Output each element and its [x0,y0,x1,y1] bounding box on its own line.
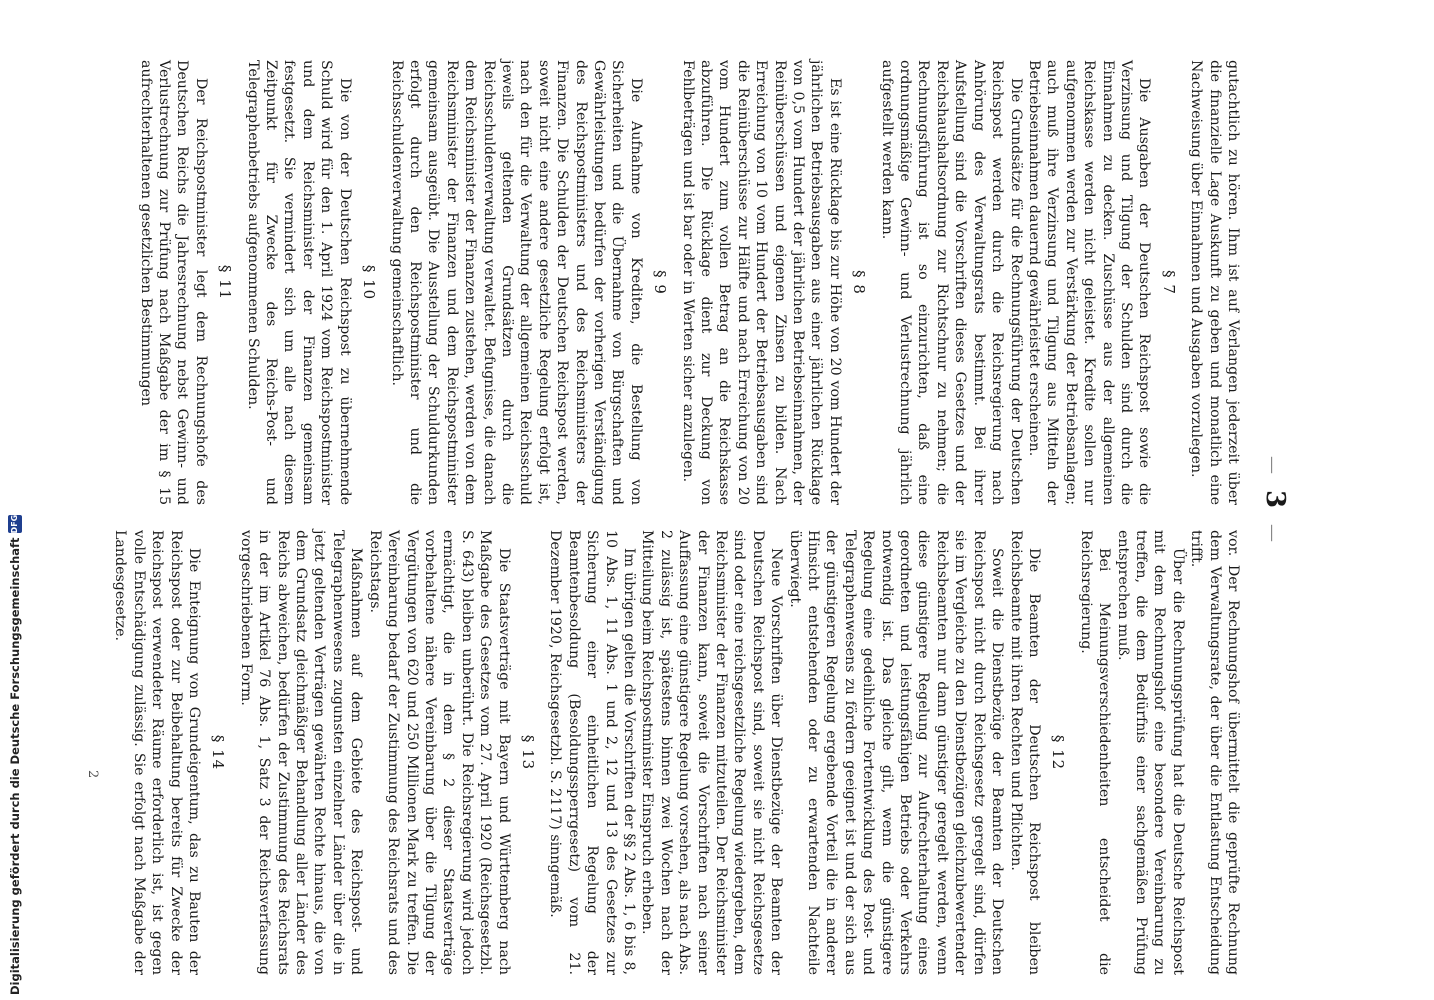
left-column [136,60,1242,505]
section-heading: § 8 [850,270,869,295]
paragraph: Maßnahmen auf dem Gebiete des Reichspost- und Telegraphenwesens zugunsten einzelner Länder über die in jetzt geltenden Verträgen gewährten Rechte hinaus, die von dem Grundsatz gleichmäßiger Behandlung aller Länder des Reichs abweichen, bedürfen der Zustimmung des Reichsrats in der im Artikel 76 Abs. 1, Satz 3 der Reichsverfassung vorgeschriebenen Form. [237,530,365,975]
paragraph: Die Aufnahme von Krediten, die Bestellung von Sicherheiten und die Übernahme von Bürgschaften und Gewährleistungen bedürfen der vorherigen Verständigung des Reichspostministers und des Reichsministers der Finanzen. Die Schulden der Deutschen Reichspost werden, soweit nicht eine andere gesetzliche Regelung erfolgt ist, nach den für die Verwaltung der allgemeinen Reichsschuld jeweils geltenden Grundsätzen durch die Reichsschuldenverwaltung verwaltet. Befugnisse, die danach dem Reichsminister der Finanzen zustehen, werden von dem Reichsminister der Finanzen und dem Reichspostminister gemeinsam ausgeübt. Die Ausstellung der Schuldurkunden erfolgt durch den Reichspostminister und die Reichsschuldenverwaltung gemeinschaftlich. [388,60,644,505]
paragraph: Die Grundsätze für die Rechnungsführung der Deutschen Reichspost werden durch die Reichsregierung nach Anhörung des Verwaltungsrats bestimmt. Bei ihrer Aufstellung sind die Vorschriften dieses Gesetzes und der Reichshaushaltsordnung zur Richtschnur zu nehmen; die Rechnungsführung ist so einzurichten, daß eine ordnungsmäßige Gewinn- und Verlustrechnung jährlich aufgestellt werden kann. [878,60,1024,505]
paragraph: Soweit die Dienstbezüge der Beamten der Deutschen Reichspost nicht durch Reichsgesetz geregelt sind, dürfen sie im Vergleiche zu den Dienstbezügen gleichzubewertender Reichsbeamten nur dann günstiger geregelt werden, wenn diese günstigere Regelung zur Aufrechterhaltung eines geordneten und leistungsfähigen Betriebs oder Verkehrs notwendig ist. Das gleiche gilt, wenn die günstigere Regelung eine gedeihliche Fortentwicklung des Post- und Telegraphenwesens zu fördern geeignet ist und der sich aus der günstigeren Regelung ergebende Vorteil die in anderer Hinsicht entstehenden oder zu erwartenden Nachteile überwiegt. [786,530,1006,975]
paragraph: gutachtlich zu hören. Ihm ist auf Verlangen jederzeit über die finanzielle Lage Auskunft zu geben und monatlich eine Nachweisung über Einnahmen und Ausgaben vorzulegen. [1188,60,1241,505]
section-heading: § 11 [216,264,235,301]
page-number: —3— [1260,455,1290,545]
paragraph: Über die Rechnungsprüfung hat die Deutsche Reichspost mit dem Rechnungshof eine besondere Vereinbarung zu treffen, die dem Bedürfnis einer sachgemäßen Prüfung entsprechen muß. [1114,530,1186,975]
section-heading: § 10 [360,264,379,301]
section-heading: § 9 [651,270,670,295]
credit-text: Digitalisierung gefördert durch die Deutsche Forschungsgemeinschaft [8,537,22,995]
dfg-logo-icon: DFG [8,515,22,533]
digitization-credit [8,515,22,995]
paragraph: Die Enteignung von Grundeigentum, das zu Bauten der Reichspost oder zur Beibehaltung bereits für Zwecke der Reichspost verwendeter Räume erforderlich ist, ist gegen volle Entschädigung zulässig. Sie erfolgt nach Maßgabe der Landesgesetze. [112,530,203,975]
paragraph: vor. Der Rechnungshof übermittelt die geprüfte Rechnung dem Verwaltungsrate, der über die Entlastung Entscheidung trifft. [1188,530,1241,975]
paragraph: Bei Meinungsverschiedenheiten entscheidet die Reichsregierung. [1077,530,1113,975]
section-heading: § 7 [1159,270,1178,295]
paragraph: Die Staatsverträge mit Bayern und Württemberg nach Maßgabe des Gesetzes vom 27. April 1920 (Reichsgesetzbl. S. 643) bleiben unberührt. Die Reichsregierung wird jedoch ermächtigt, die in dem § 2 dieser Staatsverträge vorbehaltene nähere Vereinbarung über die Tilgung der Vergütungen von 620 und 250 Millionen Mark zu treffen. Die Vereinbarung bedarf der Zustimmung des Reichsrats und des Reichstags. [366,530,512,975]
paragraph: Neue Vorschriften über Dienstbezüge der Beamten der Deutschen Reichspost sind, soweit sie nicht Reichsgesetze sind oder eine reichsgesetzliche Regelung wiedergeben, dem Reichsminister der Finanzen mitzuteilen. Der Reichsminister der Finanzen kann, soweit die Vorschriften nach seiner Auffassung eine günstigere Regelung vorsehen, als nach Abs. 2 zulässig ist, spätestens binnen zwei Wochen nach der Mitteilung beim Reichspostminister Einspruch erheben. [639,530,785,975]
right-column [111,530,1242,975]
paragraph: Die Beamten der Deutschen Reichspost bleiben Reichsbeamte mit ihren Rechten und Pflichten. [1007,530,1042,975]
paragraph: Es ist eine Rücklage bis zur Höhe von 20 vom Hundert der jährlichen Betriebsausgaben aus einer jährlichen Rücklage von 0,5 vom Hundert der jährlichen Betriebseinnahmen, der Reinüberschüssen und eigenen Zinsen zu bilden. Nach Erreichung von 10 vom Hundert der Betriebsausgaben sind die Reinüberschüsse zur Hälfte und nach Erreichung von 20 vom Hundert zum vollen Betrag an die Reichskasse abzuführen. Die Rücklage dient zur Deckung von Fehlbeträgen und ist bar oder in Werten sicher anzulegen. [679,60,843,505]
section-heading: § 13 [518,734,537,771]
paragraph: Die von der Deutschen Reichspost zu übernehmende Schuld wird für den 1. April 1924 vom Reichspostminister und dem Reichsminister der Finanzen gemeinsam festgesetzt. Sie vermindert sich um alle nach diesem Zeitpunkt für Zwecke des Reichs-Post- und Telegraphenbetriebs aufgenommenen Schulden. [244,60,353,505]
paragraph: Im übrigen gelten die Vorschriften der §§ 2 Abs. 1, 6 bis 8, 10 Abs. 1, 11 Abs. 1 und 2, 12 und 13 des Gesetzes zur Sicherung einer einheitlichen Regelung der Beamtenbesoldung (Besoldungssperrgesetz) vom 21. Dezember 1920, Reichsgesetzbl. S. 2117) sinngemäß. [547,530,637,975]
section-heading: § 12 [1049,734,1068,771]
paragraph: Der Reichspostminister legt dem Rechnungshofe des Deutschen Reichs die Jahresrechnung nebst Gewinn- und Verlustrechnung zur Prüfung nach Maßgabe der im § 15 aufrechterhaltenen gesetzlichen Bestimmungen [137,60,209,505]
section-heading: § 14 [209,734,228,771]
sheet-signature-mark: 2 [85,770,100,779]
page-number-value: 3 [1260,489,1290,511]
paragraph: Die Ausgaben der Deutschen Reichspost sowie die Verzinsung und Tilgung der Schulden sind durch die Einnahmen zu decken. Zuschüsse aus der allgemeinen Reichskasse werden nicht geleistet. Kredite sollen nur aufgenommen werden zur Verstärkung der Betriebsanlagen; auch muß ihre Verzinsung und Tilgung aus Mitteln der Betriebseinnahmen dauernd gewährleistet erscheinen. [1025,60,1153,505]
